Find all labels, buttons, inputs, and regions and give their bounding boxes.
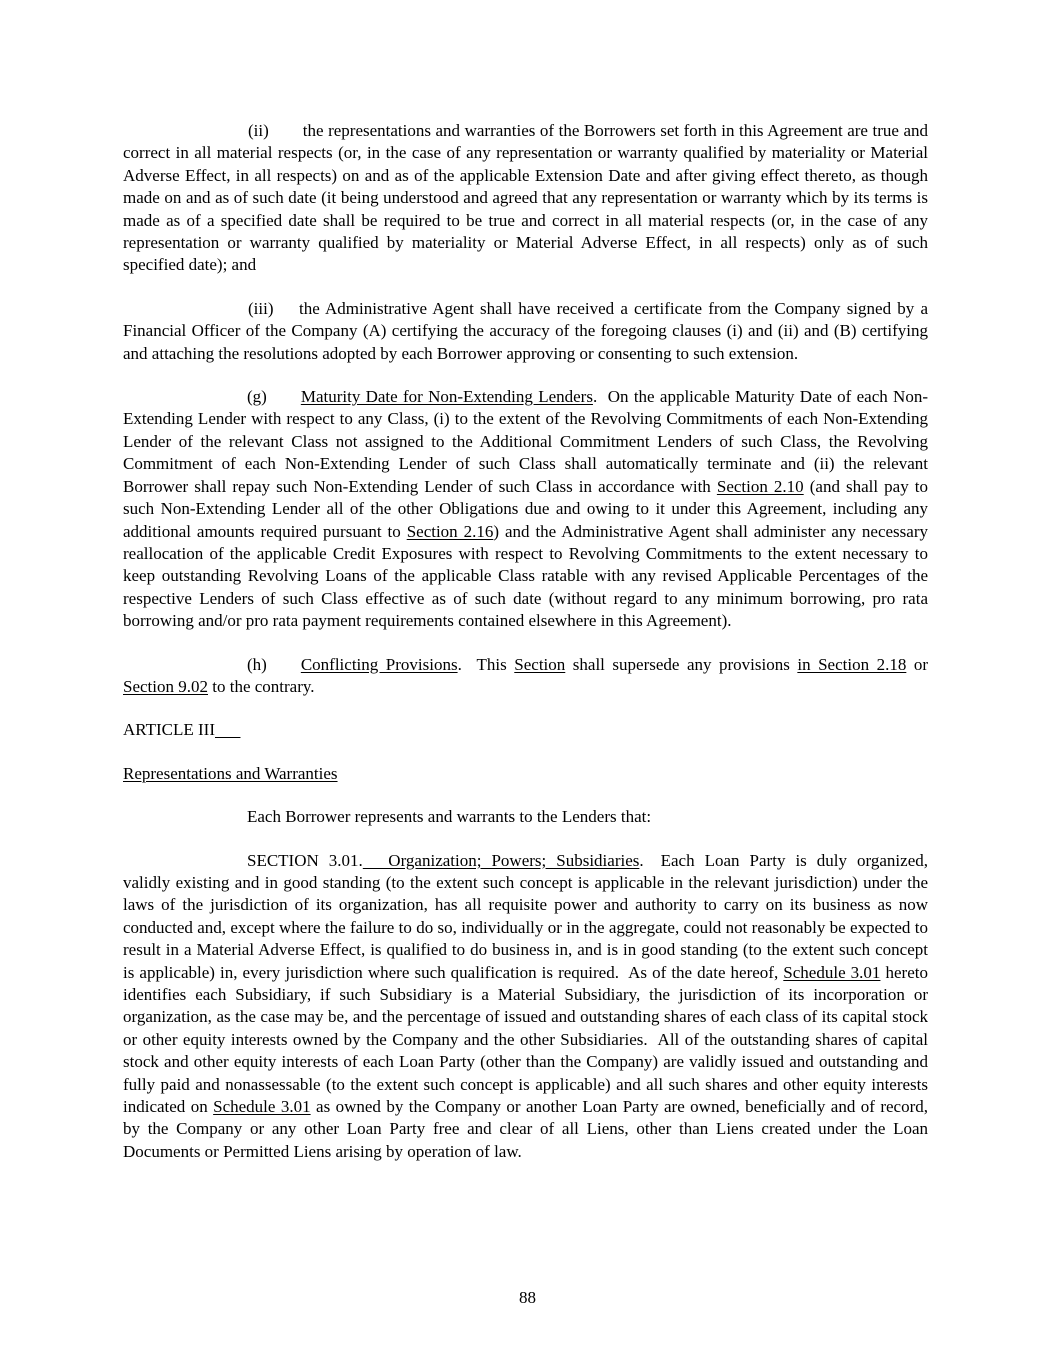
xref-section-word: Section bbox=[514, 654, 566, 674]
clause-h-body-3: or bbox=[906, 654, 928, 674]
xref-section-2-10: Section 2.10 bbox=[716, 476, 804, 496]
section-3-01-body-1: . Each Loan Party is duly organized, validly existing and in good standing (to the extent such concept is applicable in the relevant jurisdiction) under the laws of the jurisdiction of its organization, has all requisite power and authority to carry on its business as now conducted and, except where the failure to do so, individually or in the aggregate, could not reasonably be expected to result in a Material Adverse Effect, is qualified to do business in, and is in good standing (to the extent such concept is applicable) in, every jurisdiction where such qualification is required. As of the date hereof, bbox=[123, 850, 928, 982]
paragraph-clause-ii bbox=[123, 120, 928, 277]
paragraph-clause-g bbox=[123, 386, 928, 632]
paragraph-section-3-01 bbox=[123, 850, 928, 1164]
paragraph-clause-iii bbox=[123, 298, 928, 365]
clause-h-body-1: . This bbox=[457, 654, 515, 674]
section-3-01-body-3: as owned by the Company or another Loan Party are owned, beneficially and of record, by the Company or any other Loan Party free and clear of all Liens, other than Liens created under the Loan Documents or Permitted Liens arising by operation of law. bbox=[123, 1097, 928, 1161]
clause-h-heading: Conflicting Provisions bbox=[300, 654, 458, 674]
article-heading-text: ARTICLE III bbox=[123, 720, 215, 740]
article-subheading-text: Representations and Warranties bbox=[123, 763, 338, 783]
clause-iii-text: (iii) the Administrative Agent shall have received a certificate from the Company signed by a Financial Officer of the Company (A) certifying the accuracy of the foregoing clauses (i) and (ii) and (B) certifying and attaching the resolutions adopted by each Borrower approving or consenting to such extension. bbox=[123, 298, 928, 363]
clause-h-label: (h) bbox=[247, 654, 301, 674]
clause-g-label: (g) bbox=[247, 387, 301, 407]
clause-g-body-1: . On the applicable Maturity Date of each Non-Extending Lender with respect to any Class, (i) to the extent of the Revolving Commitments of each Non-Extending Lender of the relevant Class not assigned to the Additional Commitment Lenders of such Class, the Revolving Commitment of each Non-Extending Lender of such Class shall automatically terminate and (ii) the relevant Borrower shall repay such Non-Extending Lender of such Class in accordance with bbox=[123, 387, 928, 496]
xref-schedule-3-01-first: Schedule 3.01 bbox=[783, 962, 881, 982]
lead-in-text: Each Borrower represents and warrants to the Lenders that: bbox=[247, 807, 652, 827]
section-3-01-body-2: hereto identifies each Subsidiary, if such Subsidiary is a Material Subsidiary, the jurisdiction of its incorporation or organization, as the case may be, and the percentage of issued and outstanding shares of each class of its capital stock or other equity interests owned by the Company and the other Subsidiaries. All of the outstanding shares of capital stock and other equity interests of each Loan Party (other than the Company) are validly issued and outstanding and fully paid and nonassessable (to the extent such concept is applicable) and all such shares and other equity interests indicated on bbox=[123, 962, 928, 1117]
article-heading-blank-underline bbox=[215, 720, 241, 739]
section-3-01-heading: Organization; Powers; Subsidiaries bbox=[362, 850, 640, 870]
xref-section-9-02: Section 9.02 bbox=[123, 676, 208, 696]
clause-h-body-4: to the contrary. bbox=[208, 676, 315, 696]
article-heading bbox=[123, 719, 928, 741]
xref-section-2-16: Section 2.16 bbox=[406, 521, 494, 541]
clause-g-heading: Maturity Date for Non-Extending Lenders bbox=[300, 387, 593, 407]
clause-g-body-2: (and shall pay to such Non-Extending Lender all of the other Obligations due and owing to it under this Agreement, including any additional amounts required pursuant to bbox=[123, 476, 929, 541]
clause-h-body-2: shall supersede any provisions bbox=[565, 654, 798, 674]
paragraph-clause-h bbox=[123, 654, 928, 699]
xref-section-2-18: in Section 2.18 bbox=[797, 654, 907, 674]
xref-schedule-3-01-second: Schedule 3.01 bbox=[213, 1097, 311, 1117]
article-subheading bbox=[123, 763, 928, 785]
page-number: 88 bbox=[519, 1287, 536, 1307]
clause-ii-text: (ii) the representations and warranties of the Borrowers set forth in this Agreement are true and correct in all material respects (or, in the case of any representation or warranty qualified by materiality or Material Adverse Effect, in all respects) on and as of the applicable Extension Date and after giving effect thereto, as though made on and as of such date (it being understood and agreed that any representation or warranty which by its terms is made as of a specified date shall be required to be true and correct in all material respects (or, in the case of any representation or warranty qualified by materiality or Material Adverse Effect, in all respects) only as of such specified date); and bbox=[123, 121, 928, 275]
section-3-01-label: SECTION 3.01. bbox=[247, 850, 363, 870]
clause-g-body-3: ) and the Administrative Agent shall administer any necessary reallocation of the applicable Credit Exposures with respect to Revolving Commitments to the extent necessary to keep outstanding Revolving Loans of the applicable Class ratable with any revised Applicable Percentages of the respective Lenders of such Class effective as of such date (without regard to any minimum borrowing, pro rata borrowing and/or pro rata payment requirements contained elsewhere in this Agreement). bbox=[123, 521, 928, 631]
lead-in-paragraph bbox=[123, 806, 928, 828]
